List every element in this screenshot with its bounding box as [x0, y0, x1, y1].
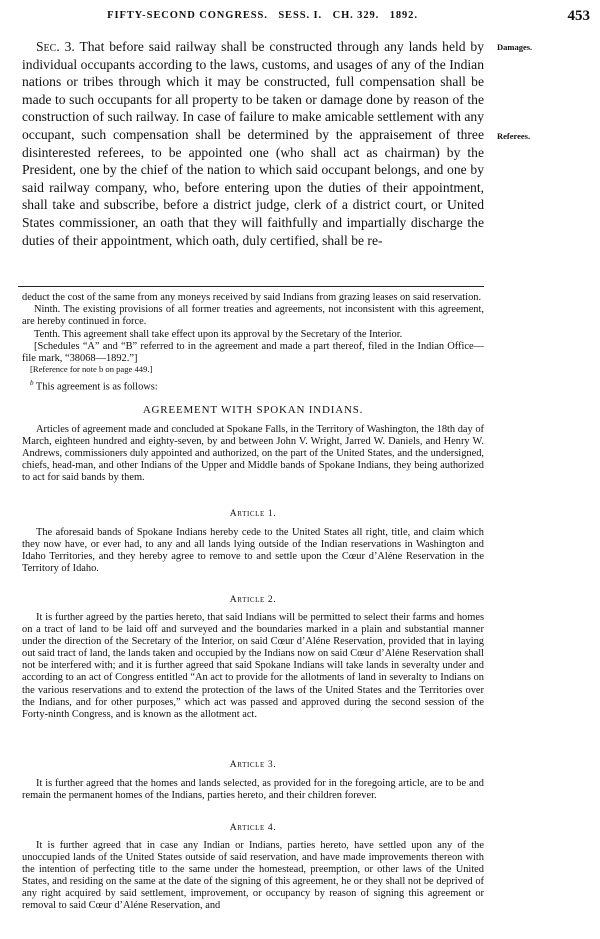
reference-line: [Reference for note b on page 449.]: [30, 364, 153, 374]
article-2-text: It is further agreed by the parties hereto, that said Indians will be permitted to select their farms and homes on a tract of land to be laid off and surveyed and the boundaries marked in a plain and substantial manner under the direction of the Secretary of the Interior, on said Cœur d’Aléne Reservation, provided that in laying out said tract of land, the lands taken and occupied by the Indians now on said Cœur d’Aléne Reservation shall not be interfered with; and it is further agreed that said Spokane Indians will take lands in severalty under and according to an act of Congress entitled “An act to provide for the allotments of land in severalty to Indians on the various reservations and to extend the protection of the laws of the United States and the Territories over the Indians, and for other purposes,” which act was passed and approved during the second session of the Forty-ninth Congress, and is known as the allotment act.: [22, 612, 484, 720]
article-1-text: The aforesaid bands of Spokane Indians hereby cede to the United States all right, title, and claim which they now have, or ever had, to any and all lands lying outside of the Indian reservations in Washington and Idaho Territories, and they hereby agree to remove to and settle upon the Cœur d’Aléne Reservation in the Territory of Idaho.: [22, 527, 484, 575]
footnote-block: [22, 292, 484, 365]
note-b-line: [30, 376, 484, 394]
article-2-heading: Article 2.: [229, 594, 277, 605]
footnote-divider: [18, 286, 484, 287]
reference-notes: [30, 362, 484, 394]
margin-note-damages: Damages.: [497, 42, 533, 52]
footnote-para-ninth: Ninth. The existing provisions of all former treaties and agreements, not inconsistent with this agreement, are hereby continued in force.: [22, 304, 484, 328]
note-text: This agreement is as follows:: [35, 381, 158, 393]
agreement-title: AGREEMENT WITH SPOKAN INDIANS.: [142, 404, 364, 416]
section-body: That before said railway shall be constructed through any lands held by individual occupants according to the laws, customs, and usages of any of the Indian nations or tribes through which it may be constructed, full compensation shall be made to such occupants for all property to be taken or damage done by reason of the construction of such railway. In case of failure to make amicable settlement with any occupant, such compensation shall be determined by the appraisement of three disinterested referees, to be appointed one (who shall act as chairman) by the President, one by the chief of the nation to which said occupant belongs, and one by said railway company, who, before entering upon the duties of their appointment, shall take and subscribe, before a district judge, clerk of a district court, or United States commissioner, an oath that they will faithfully and impartially discharge the duties of their appointment, which oath, duly certified, shall be re-: [22, 39, 485, 248]
footnote-para-1: deduct the cost of the same from any moneys received by said Indians from grazing leases on said reservation.: [22, 292, 482, 303]
running-header: [0, 8, 600, 28]
article-1-heading: Article 1.: [229, 508, 277, 519]
margin-note-referees: Referees.: [497, 131, 531, 141]
section-label: Sec. 3.: [36, 39, 75, 54]
page-number: 453: [567, 8, 590, 24]
running-head: FIFTY-SECOND CONGRESS. SESS. I. CH. 329. 1892.: [107, 10, 418, 21]
footnote-para-tenth: Tenth. This agreement shall take effect upon its approval by the Secretary of the Interior.: [34, 328, 403, 340]
article-4-heading: Article 4.: [229, 822, 277, 833]
section-3-text: [22, 38, 484, 249]
article-3-text: It is further agreed that the homes and lands selected, as provided for in the foregoing article, are to be and remain the permanent homes of the Indians, parties hereto, and their children forever.: [22, 778, 484, 802]
agreement-preamble: Articles of agreement made and concluded at Spokane Falls, in the Territory of Washington, the 18th day of March, eighteen hundred and eighty-seven, by and between John V. Wright, Jarred W. Daniels, and Henry W. Andrews, commissioners duly appointed and authorized, on the part of the United States, and the undersigned, chiefs, head-man, and other Indians of the Upper and Middle bands of Spokane Indians, they being authorized to act for said bands by them.: [22, 424, 484, 484]
article-3-heading: Article 3.: [229, 759, 277, 770]
note-marker: b: [30, 379, 34, 387]
footnote-para-schedules: [Schedules “A” and “B” referred to in the agreement and made a part thereof, filed in the Indian Office—file mark, “38068—1892.”]: [22, 340, 484, 365]
article-4-text: It is further agreed that in case any Indian or Indians, parties hereto, have settled upon any of the unoccupied lands of the United States outside of said reservation, and have made improvements thereon with the intention of perfecting title to the same under the homestead, preemption, or other laws of the United States, and residing on the same at the date of the signing of this agreement, he or they shall not be deprived of any right acquired by said settlement, improvement, or occupancy by reason of signing this agreement or removal to said Cœur d’Aléne Reservation, and: [22, 840, 484, 912]
